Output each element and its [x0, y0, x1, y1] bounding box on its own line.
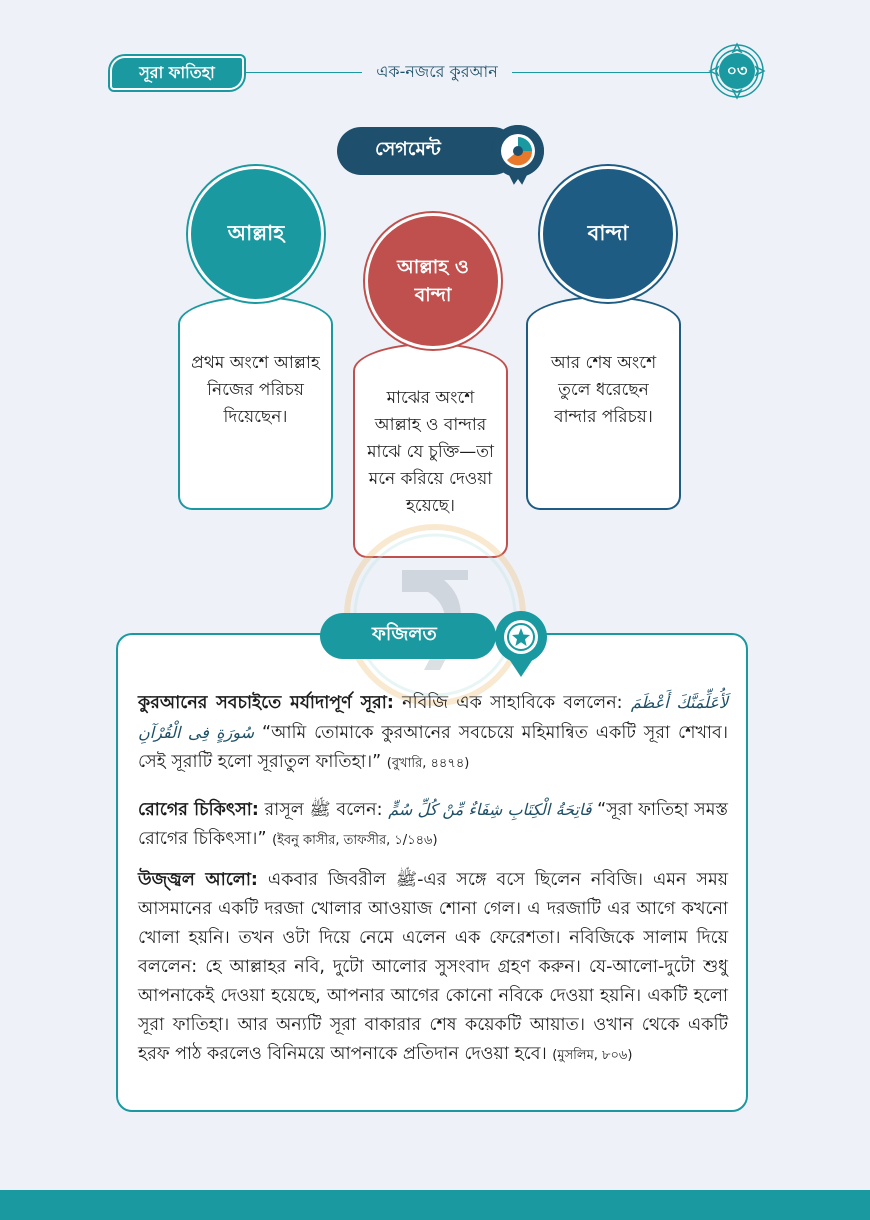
fazilat-paragraph-1 [138, 688, 728, 778]
segment-circle-allah-banda [365, 213, 501, 349]
fazilat-pin [493, 609, 549, 681]
surah-label: সূরা ফাতিহা [110, 56, 244, 90]
segment-card-text: মাঝের অংশে আল্লাহ ও বান্দার মাঝে যে চুক্তি—তা মনে করিয়ে দেওয়া হয়েছে। [367, 388, 494, 516]
fazilat-heading: ফজিলত [320, 613, 496, 659]
paragraph-body: “সূরা ফাতিহা সমস্ত রোগের চিকিৎসা।” [138, 800, 728, 849]
segment-card-text: আর শেষ অংশে তুলে ধরেছেন বান্দার পরিচয়। [550, 353, 657, 427]
paragraph-body: একবার জিবরীল ﷺ-এর সঙ্গে বসে ছিলেন নবিজি। এমন সময় আসমানের একটি দরজা খোলার আওয়াজ শোনা গেল। এ দরজাটি এর আগে কখনো খোলা হয়নি। তখন ওটা দিয়ে নেমে এলেন এক ফেরেশতা। নবিজিকে সালাম দিয়ে বললেন: হে আল্লাহর নবি, দুটো আলোর সুসংবাদ গ্রহণ করুন। যে-আলো-দুটো শুধু আপনাকেই দেওয়া হয়েছে, আপনার আগের কোনো নবিকে দেওয়া হয়নি। একটি হলো সূরা ফাতিহা। আর অন্যটি সূরা বাকারার শেষ কয়েকটি আয়াত। ওখান থেকে একটি হরফ পাঠ করলেও বিনিময়ে আপনাকে প্রতিদান দেওয়া হবে। [138, 870, 729, 1064]
paragraph-body: “আমি তোমাকে কুরআনের সবচেয়ে মহিমান্বিত একটি সূরা শেখাব। সেই সূরাটি হলো সূরাতুল ফাতিহা।” [138, 723, 729, 772]
paragraph-title: কুরআনের সবচাইতে মর্যাদাপূর্ণ সূরা: [138, 693, 394, 713]
segment-pin [490, 123, 546, 195]
arabic-text: لَأُعَلِّمَنَّكَ أَعْظَمَ سُورَةٍ فِى الْقُرْآنِ [138, 693, 728, 742]
segment-card-text: প্রথম অংশে আল্লাহ নিজের পরিচয় দিয়েছেন। [191, 353, 320, 427]
segment-heading: সেগমেন্ট [337, 127, 517, 175]
segment-circle-label: আল্লাহ ও বান্দা [397, 256, 469, 306]
segment-circle-allah: আল্লাহ [188, 166, 324, 302]
page-number-badge [708, 42, 766, 100]
reference: (বুখারি, ৪৪৭৪) [386, 756, 470, 771]
paragraph-title: রোগের চিকিৎসা: [138, 800, 259, 820]
segment-card-allah [178, 296, 333, 510]
page-number: ০৩ [726, 60, 748, 80]
header-title: এক-নজরে কুরআন [362, 60, 512, 84]
reference: (মুসলিম, ৮০৬) [552, 1048, 633, 1063]
fazilat-paragraph-3 [138, 866, 728, 1070]
paragraph-lead: নবিজি এক সাহাবিকে বললেন: [393, 693, 631, 713]
paragraph-title: উজ্জ্বল আলো: [138, 870, 258, 890]
segment-circle-banda: বান্দা [540, 166, 676, 302]
segment-card-banda [526, 296, 681, 510]
header-rule-left [240, 72, 362, 73]
fazilat-paragraph-2 [138, 795, 728, 855]
header-rule-right [512, 72, 712, 73]
arabic-text: فَاتِحَةُ الْكِتَابِ شِفَاءٌ مِّنْ كُلِّ سُمٍّ [388, 800, 592, 819]
paragraph-lead: রাসূল ﷺ বলেন: [258, 800, 389, 820]
pie-target-icon [490, 123, 546, 195]
reference: (ইবনু কাসীর, তাফসীর, ১/১৪৬) [272, 833, 438, 848]
footer-bar [0, 1190, 870, 1220]
star-badge-icon [493, 609, 549, 681]
